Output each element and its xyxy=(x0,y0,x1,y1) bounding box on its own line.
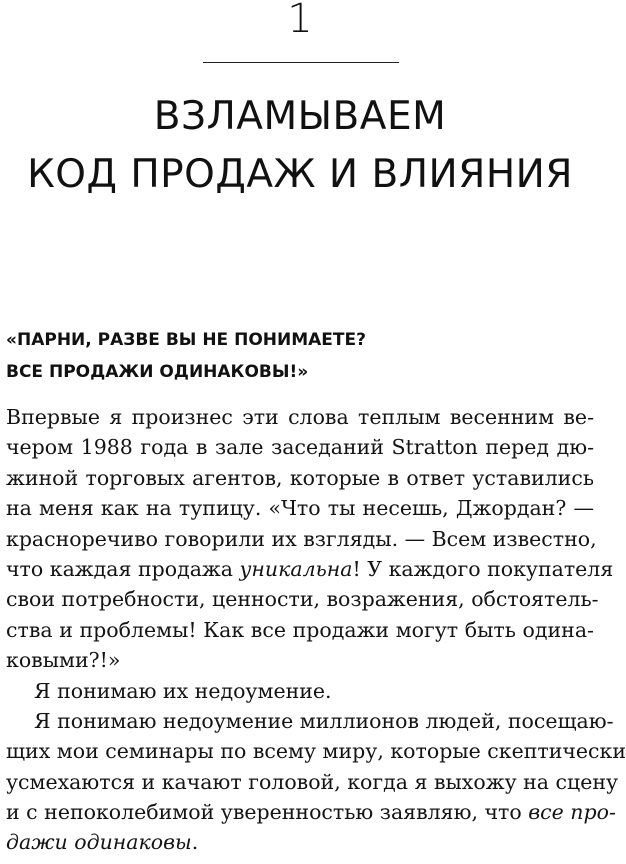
text-line: чером 1988 года в зале заседаний Stratton перед дю- xyxy=(6,435,594,460)
emphasis-text: все про- xyxy=(528,800,616,825)
chapter-title-line: КОД ПРОДАЖ И ВЛИЯНИЯ xyxy=(27,152,573,197)
text-line: Я понимаю недоумение миллионов людей, посещаю- xyxy=(34,708,614,733)
chapter-number: 1 xyxy=(287,0,313,42)
text-line xyxy=(6,797,616,827)
text-line: свои потребности, ценности, возражения, обстоятель- xyxy=(6,587,599,612)
emphasis-text: уникальна xyxy=(239,556,353,581)
text-span: . xyxy=(191,830,199,855)
text-span: что каждая продажа xyxy=(6,556,240,581)
text-line: Я понимаю их недоумение. xyxy=(34,678,332,703)
chapter-title-line: ВЗЛАМЫВАЕМ xyxy=(153,94,447,139)
epigraph-line: ВСЕ ПРОДАЖИ ОДИНАКОВЫ!» xyxy=(6,362,309,382)
text-line: красноречиво говорили их взгляды. — Всем известно, xyxy=(6,526,597,551)
text-line: щих мои семинары по всему миру, которые скептически xyxy=(6,739,626,764)
text-line xyxy=(6,554,614,584)
emphasis-text: дажи одинаковы xyxy=(6,830,192,855)
epigraph-line: «ПАРНИ, РАЗВЕ ВЫ НЕ ПОНИМАЕТЕ? xyxy=(6,330,366,350)
text-span: ! У каждого покупателя xyxy=(352,556,614,581)
chapter-title xyxy=(0,88,600,204)
text-line: на меня как на тупицу. «Что ты несешь, Джордан? — xyxy=(6,496,594,521)
text-line: ковыми?!» xyxy=(6,648,121,673)
text-line: ства и проблемы! Как все продажи могут быть одина- xyxy=(6,617,594,642)
text-line: Впервые я произнес эти слова теплым весенним ве- xyxy=(6,405,594,429)
epigraph xyxy=(6,324,366,388)
text-span: и с непоколебимой уверенностью заявляю, что xyxy=(6,800,529,825)
body-text xyxy=(6,402,626,858)
text-line: жиной торговых агентов, которые в ответ уставились xyxy=(6,465,594,490)
chapter-divider xyxy=(203,62,399,63)
text-line: усмехаются и качают головой, когда я выхожу на сцену xyxy=(6,769,619,794)
text-line xyxy=(6,827,594,857)
